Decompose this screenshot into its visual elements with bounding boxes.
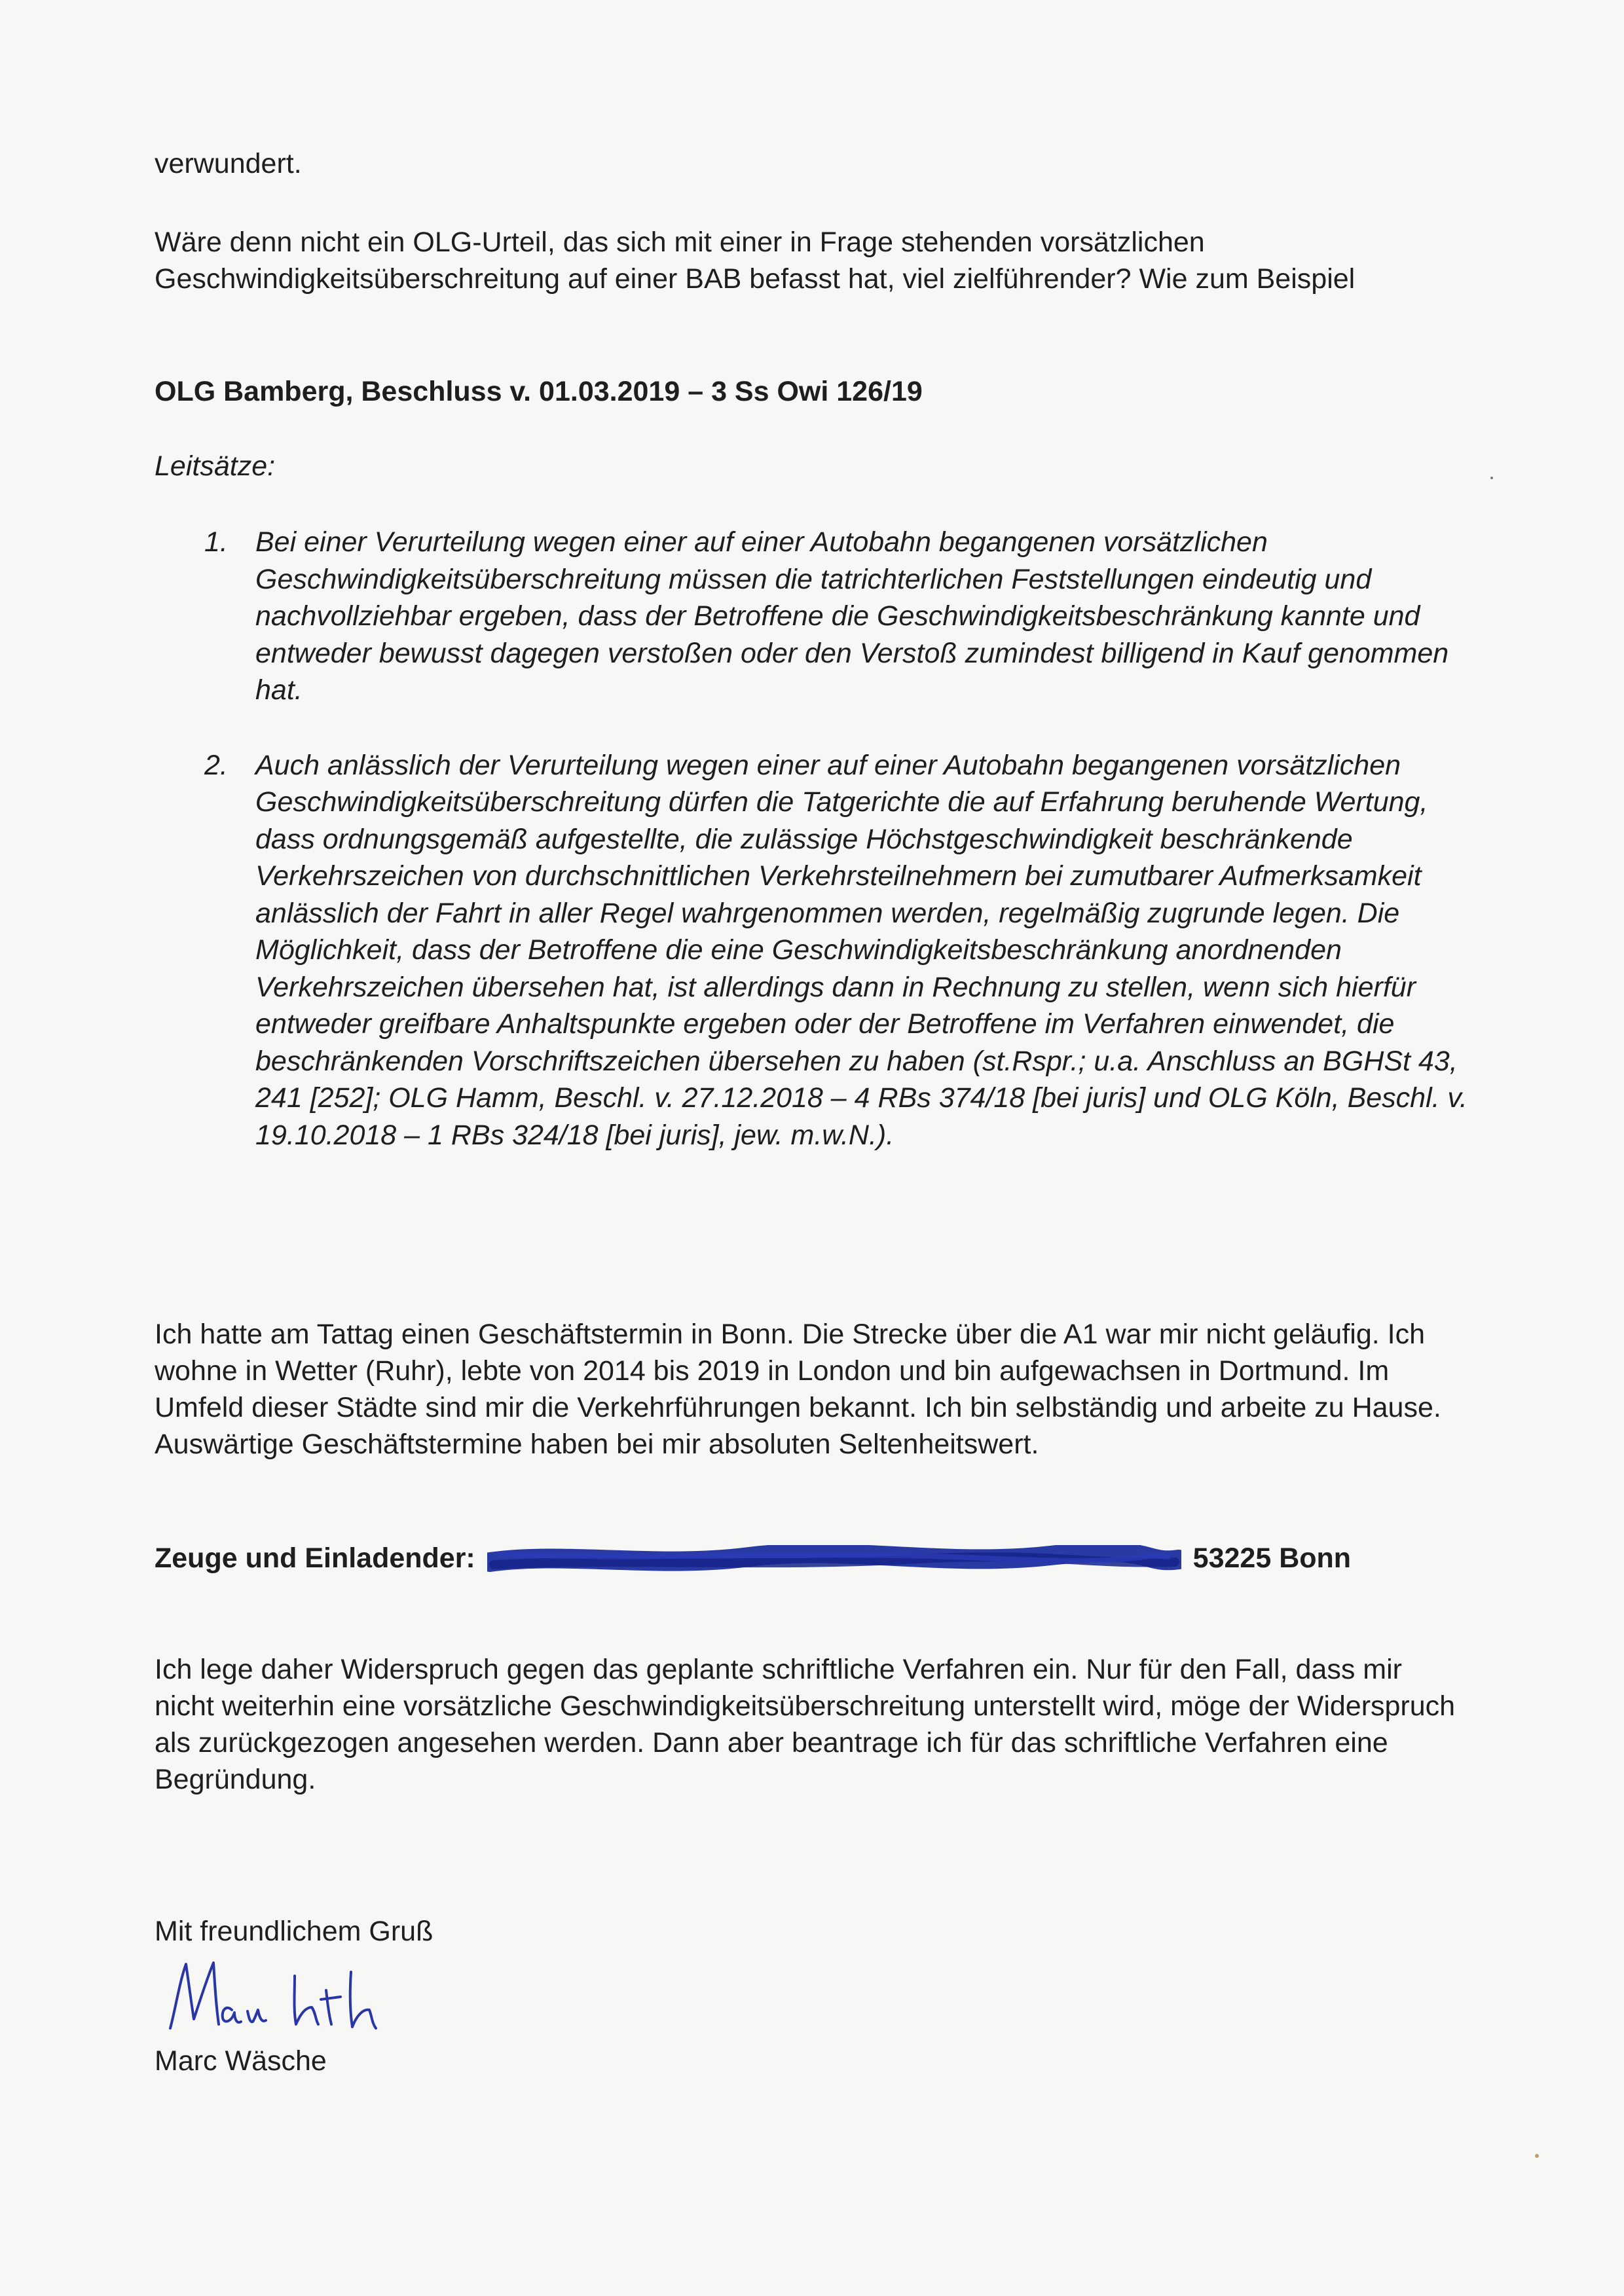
leitsaetze-list (204, 524, 1488, 1154)
question-paragraph: Wäre denn nicht ein OLG-Urteil, das sich mit einer in Frage stehenden vorsätzlichen Geschwindigkeitsüberschreitung auf einer BAB befasst hat, viel zielführender? Wie zum Beispiel (155, 227, 1356, 295)
opening-fragment: verwundert. (155, 148, 302, 179)
leitsatz-item (204, 524, 1488, 709)
witness-line (155, 1540, 1464, 1576)
scan-speck (1490, 477, 1493, 479)
objection-paragraph: Ich lege daher Widerspruch gegen das geplante schriftliche Verfahren ein. Nur für den Fall, dass mir nicht weiterhin eine vorsätzliche Geschwindigkeitsüberschreitung unterstellt wird, möge der Widerspruch als zurückgezogen angesehen werden. Dann aber beantrage ich für das schriftliche Verfahren eine Begründung. (155, 1654, 1456, 1795)
witness-city: 53225 Bonn (1192, 1542, 1352, 1574)
handwritten-signature (164, 1956, 413, 2048)
scan-speck (1535, 2154, 1539, 2158)
witness-label: Zeuge und Einladender: (155, 1542, 475, 1574)
sender-name: Marc Wäsche (155, 2045, 327, 2077)
leitsatz-number: 1. (204, 526, 228, 558)
redaction-mark (487, 1545, 1181, 1575)
leitsatz-text: Auch anlässlich der Verurteilung wegen einer auf einer Autobahn begangenen vorsätzlichen Geschwindigkeitsüberschreitung dürfen die Tatgerichte die auf Erfahrung beruhende Wertung, dass ordnungsgemäß aufgestellte, die zulässige Höchstgeschwindigkeit beschränkende Verkehrszeichen von durchschnittlichen Verkehrsteilnehmern bei zumutbarer Aufmerksamkeit anlässlich der Fahrt in aller Regel wahrgenommen werden, regelmäßig zugrunde legen. Die Möglichkeit, dass der Betroffene die eine Geschwindigkeitsbeschränkung anordnenden Verkehrszeichen übersehen hat, ist allerdings dann in Rechnung zu stellen, wenn sich hierfür entweder greifbare Anhaltspunkte ergeben oder der Betroffene im Verfahren einwendet, die beschränkenden Vorschriftszeichen übersehen zu haben (st.Rspr.; u.a. Anschluss an BGHSt 43, 241 [252]; OLG Hamm, Beschl. v. 27.12.2018 – 4 RBs 374/18 [bei juris] und OLG Köln, Beschl. v. 19.10.2018 – 1 RBs 324/18 [bei juris], jew. m.w.N.). (255, 749, 1467, 1151)
closing-salutation: Mit freundlichem Gruß (155, 1916, 434, 1947)
leitsatz-item (204, 747, 1488, 1154)
leitsatz-number: 2. (204, 749, 228, 781)
leitsaetze-label: Leitsätze: (155, 450, 276, 482)
case-reference: OLG Bamberg, Beschluss v. 01.03.2019 – 3 Ss Owi 126/19 (155, 376, 923, 407)
business-paragraph: Ich hatte am Tattag einen Geschäftstermin in Bonn. Die Strecke über die A1 war mir nicht geläufig. Ich wohne in Wetter (Ruhr), lebte von 2014 bis 2019 in London und bin aufgewachsen in Dortmund. Im Umfeld dieser Städte sind mir die Verkehrführungen bekannt. Ich bin selbständig und arbeite zu Hause. Auswärtige Geschäftstermine haben bei mir absoluten Seltenheitswert. (155, 1319, 1441, 1460)
leitsatz-text: Bei einer Verurteilung wegen einer auf einer Autobahn begangenen vorsätzlichen Geschwindigkeitsüberschreitung müssen die tatrichterlichen Feststellungen eindeutig und nachvollziehbar ergeben, dass der Betroffene die Geschwindigkeitsbeschränkung kannte und entweder bewusst dagegen verstoßen oder den Verstoß zumindest billigend in Kauf genommen hat. (255, 526, 1449, 706)
